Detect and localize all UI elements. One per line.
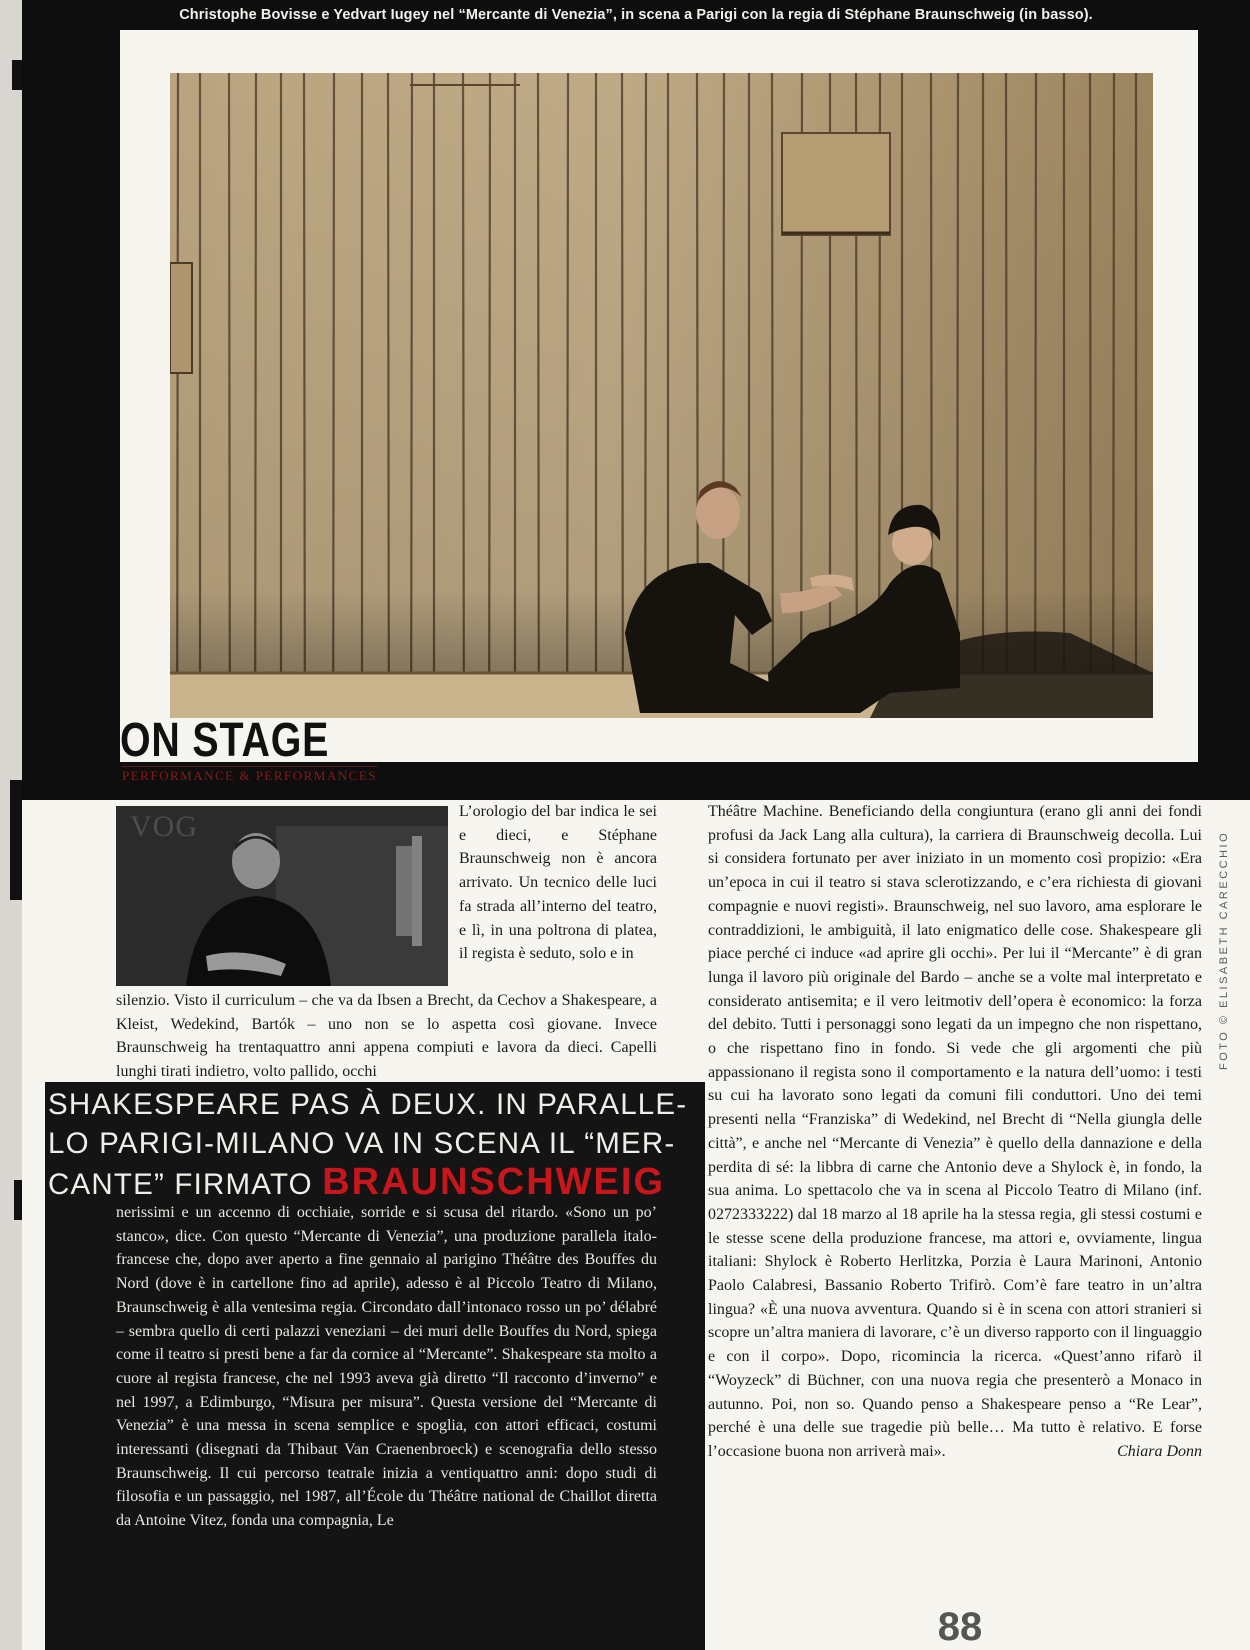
col2-body: Théâtre Machine. Beneficiando della congiuntura (erano gli anni dei fondi profusi da Jack Lang alla cultura), la carriera di Braunschweig decolla. Lui si considera fortunato per aver iniziato in un momento così propizio: «Era un’epoca in cui il teatro si stava sclerotizzando, e c’era richiesta di giovani compagnie e nuovi registi». Braunschweig, nel suo lavoro, ama esplorare le contraddizioni, le ambiguità, il lato enigmatico delle cose. Shakespeare gli piace perché ci induce «ad aprire gli occhi». Per lui il “Mercante” è di gran lunga il lavoro più originale del Bardo – anche se a volte mal interpretato e considerato antisemita; e il vero leitmotiv dell’opera è economico: la forza del debito. Tutti i personaggi sono legati da un impegno che non rispettano, o che rispettano fino in fondo. Si vede che gli argomenti che più appassionano il regista sono il comportamento e la natura dell’uomo: i testi su cui ha lavorato sono legati da comuni fili conduttori. Uno dei temi presenti nella “Franziska” di Wedekind, nel Brecht di “Nella giungla delle città”, e anche nel “Mercante di Venezia” è quello della dannazione e della perdita di sé: la libbra di carne che Antonio deve a Shylock è, in fondo, la sua anima. Lo spettacolo che va in scena al Piccolo Teatro di Milano (inf. 0272333222) dal 18 marzo al 18 aprile ha la stessa regia, gli stessi costumi e le stesse scene della produzione francese, ma attori e, ovviamente, lingua italiani: Shylock è Roberto Herlitzka, Porzia è Laura Marinoni, Antonio Paolo Calabresi, Bassanio Roberto Trifirò. Com’è fare teatro in un’altra lingua? «È una nuova avventura. Quando si è in scena con attori stranieri si scopre un’altra maniera di lavorare, c’è un diverso rapporto con il linguaggio e con il corpo». Dopo, ricomincia la ricerca. «Quest’anno rifarò il “Woyzeck” di Büchner, con una nuova regia che presenterò a Monaco in autunno. Poi, non so. Quando penso a Shakespeare penso a “Re Lear”, perché è una delle sue tragedie più belle… Ma tutto è relativo. E forse l’occasione buona non arriverà mai». bbox=[708, 803, 1202, 1460]
section-subtitle: PERFORMANCE & PERFORMANCES bbox=[122, 768, 377, 783]
col1-dark-text: nerissimi e un accenno di occhiaie, sorride e si scusa del ritardo. «Sono un po’ stanco», dice. Con questo “Mercante di Venezia”, una produzione parallela italo-francese che, dopo aver aperto a fine gennaio al parigino Théâtre des Bouffes du Nord (dove è in cartellone fino ad aprile), adesso è al Piccolo Teatro di Milano, Braunschweig è alla ventesima regia. Circondato dall’intonaco rosso un po’ délabré – sembra quello di certi palazzi veneziani – dei muri delle Bouffes du Nord, spiega come il teatro si presti bene a far da cornice al “Mercante”. Shakespeare sta molto a cuore al regista francese, che nel 1993 aveva già diretto “Il racconto d’inverno” e nel 1997, a Edimburgo, “Misura per misura”. Questa versione del “Mercante di Venezia” è una messa in scena semplice e spoglia, con attori efficaci, costumi interessanti (disegnati da Thibaut Van Craenenbroeck) e scenografia dello stesso Braunschweig. Il cui percorso teatrale inizia a ventiquattro anni: dopo studi di filosofia e un passaggio, nel 1987, all’École du Théâtre national de Chaillot diretta da Antoine Vitez, fonda una compagnia, Le bbox=[116, 1204, 657, 1530]
page-edge bbox=[0, 0, 22, 1650]
heading-name: BRAUNSCHWEIG bbox=[322, 1161, 666, 1203]
section-header bbox=[120, 716, 540, 786]
portrait-sign: VOG bbox=[130, 810, 198, 843]
col1-below-photo: silenzio. Visto il curriculum – che va da Ibsen a Brecht, da Cechov a Shakespeare, a Kleist, Wedekind, Bartók – uno non se lo aspetta così giovane. Invece Braunschweig ha trentaquattro anni appena compiuti e lavora da dieci. Capelli lunghi tirati indietro, volto pallido, occhi bbox=[116, 992, 657, 1081]
heading-text: SHAKESPEARE PAS À DEUX. IN PARALLE-LO PARIGI-MILANO VA IN SCENA IL “MER-CANTE” FIRMATO bbox=[48, 1088, 688, 1201]
col2-text bbox=[708, 800, 1202, 1464]
article-author: Chiara Donn bbox=[1117, 1442, 1202, 1460]
photo-credit-text: FOTO © ELISABETH CARECCHIO bbox=[1218, 830, 1230, 1070]
photo-caption: Christophe Bovisse e Yedvart Iugey nel “Mercante di Venezia”, in scena a Parigi con la regia di Stéphane Braunschweig (in basso). bbox=[179, 7, 1093, 23]
section-title: ON STAGE bbox=[120, 714, 330, 767]
article-heading bbox=[48, 1085, 708, 1204]
stage-photo bbox=[170, 73, 1153, 718]
photo-credit bbox=[1218, 810, 1242, 1070]
page-number: 88 bbox=[937, 1605, 983, 1649]
col1-beside-photo: L’orologio del bar indica le sei e dieci, e Stéphane Braunschweig non è ancora arrivato. Un tecnico delle luci fa strada all’interno del teatro, e lì, in una poltrona di platea, il regista è seduto, solo e in bbox=[459, 803, 657, 963]
portrait-photo bbox=[116, 806, 448, 986]
